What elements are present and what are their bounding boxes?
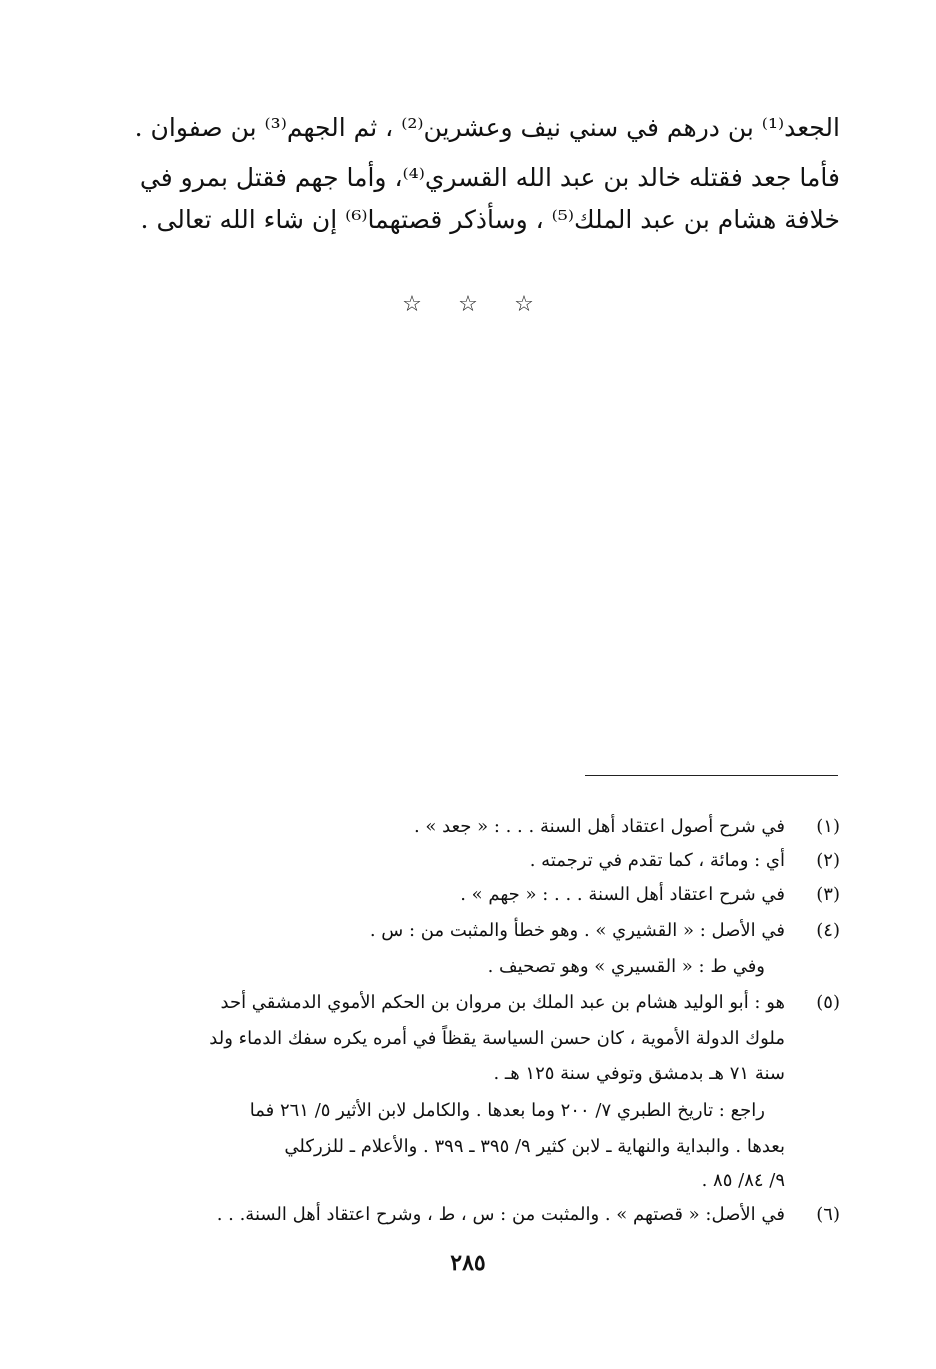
footnote-text: سنة ٧١ هـ بدمشق وتوفي سنة ١٢٥ هـ . <box>493 1063 785 1084</box>
star-icon: ☆ <box>458 292 478 317</box>
footnote-2 <box>134 844 840 878</box>
footnote-number: (١) <box>816 816 840 837</box>
footnote-text: في الأصل : « القشيري » . وهو خطأ والمثبت من : س . <box>369 920 785 941</box>
main-line-1: الجعد⁽¹⁾ بن درهم في سني نيف وعشرين⁽²⁾ ، ثم الجهم⁽³⁾ بن صفوان . <box>134 113 840 142</box>
footnote-3 <box>134 878 840 912</box>
page-number: ٢٨٥ <box>450 1250 486 1276</box>
footnote-5-line-4 <box>134 1094 840 1128</box>
star-icon: ☆ <box>514 292 534 317</box>
footnote-text: في شرح اعتقاد أهل السنة . . . : « جهم » . <box>460 884 785 905</box>
footnote-text: في الأصل: « قصتهم » . والمثبت من : س ، ط ، وشرح اعتقاد أهل السنة. . . <box>216 1204 785 1225</box>
footnote-5-line-2 <box>134 1022 840 1056</box>
footnote-number: (٤) <box>816 920 840 941</box>
footnote-5-line-3 <box>134 1057 840 1091</box>
footnote-number: (٦) <box>816 1204 840 1225</box>
footnote-4-continuation <box>134 950 840 984</box>
footnote-text: ٩/ ٨٤/ ٨٥ . <box>701 1170 785 1191</box>
footnote-text: بعدها . والبداية والنهاية ـ لابن كثير ٩/ ٣٩٥ ـ ٣٩٩ . والأعلام ـ للزركلي <box>284 1136 785 1157</box>
footnote-text: راجع : تاريخ الطبري ٧/ ٢٠٠ وما بعدها . والكامل لابن الأثير ٥/ ٢٦١ فما <box>249 1100 765 1121</box>
footnote-text: وفي ط : « القسيري » وهو تصحيف . <box>487 956 765 977</box>
footnote-4 <box>134 914 840 948</box>
main-line-2: فأما جعد فقتله خالد بن عبد الله القسري⁽⁴⁾، وأما جهم فقتل بمرو في <box>139 163 840 192</box>
footnote-1 <box>134 810 840 844</box>
footnote-number: (٥) <box>816 992 840 1013</box>
footnote-5 <box>134 986 840 1020</box>
footnote-text: في شرح أصول اعتقاد أهل السنة . . . : « جعد » . <box>413 816 785 837</box>
footnote-number: (٢) <box>816 850 840 871</box>
footnote-number: (٣) <box>816 884 840 905</box>
main-line-3: خلافة هشام بن عبد الملك⁽⁵⁾ ، وسأذكر قصتهما⁽⁶⁾ إن شاء الله تعالى . <box>140 205 840 234</box>
section-separator <box>0 292 936 317</box>
footnote-text: ملوك الدولة الأموية ، كان حسن السياسة يقظاً في أمره يكره سفك الدماء ولد <box>209 1028 785 1049</box>
footnote-5-line-5 <box>134 1130 840 1164</box>
footnote-text: هو : أبو الوليد هشام بن عبد الملك بن مروان بن الحكم الأموي الدمشقي أحد <box>220 992 785 1013</box>
footnote-5-line-6 <box>134 1164 840 1198</box>
footnote-divider <box>585 775 838 776</box>
footnote-text: أي : ومائة ، كما تقدم في ترجمته . <box>529 850 785 871</box>
footnote-6 <box>134 1198 840 1232</box>
star-icon: ☆ <box>402 292 422 317</box>
